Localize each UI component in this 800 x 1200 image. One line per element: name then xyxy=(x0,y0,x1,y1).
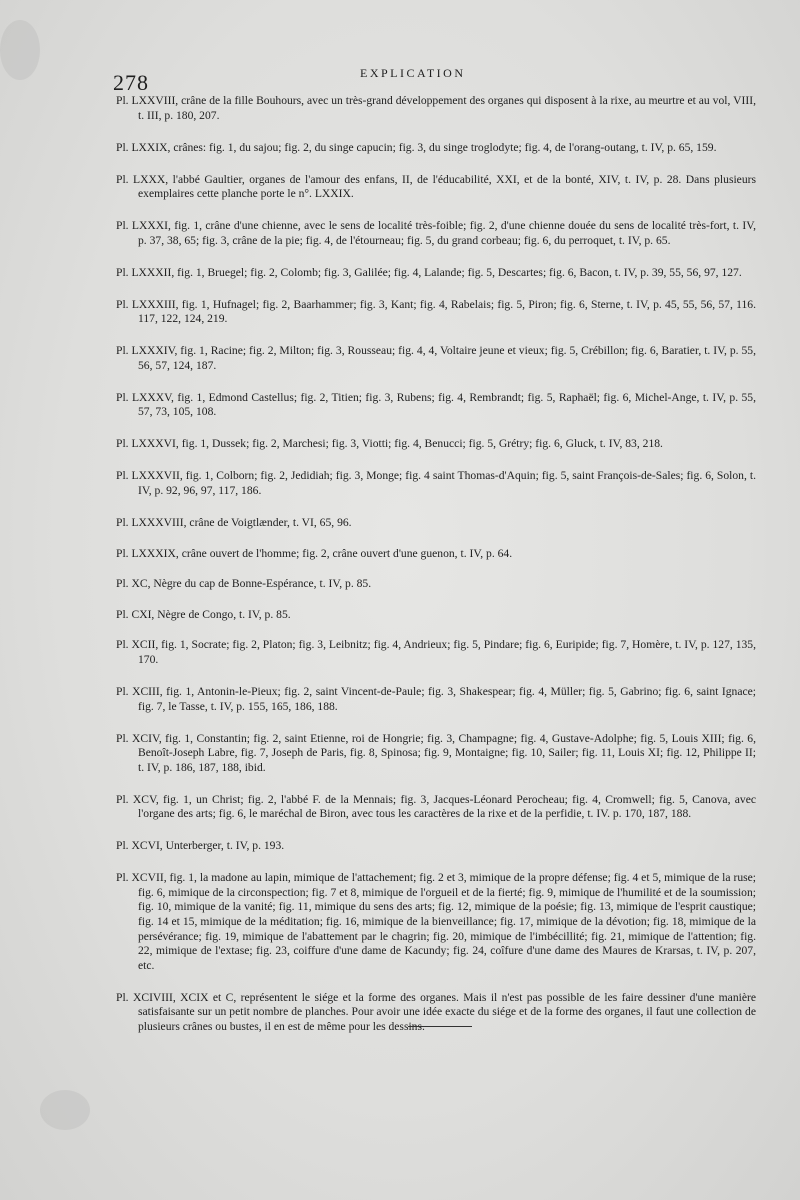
plate-entry: Pl. LXXXIX, crâne ouvert de l'homme; fig. 2, crâne ouvert d'une guenon, t. IV, p. 64. xyxy=(116,546,513,560)
page-number: 278 xyxy=(113,70,149,95)
plate-entry: Pl. LXXXI, fig. 1, crâne d'une chienne, avec le sens de localité très-foible; fig. 2, d'une chienne douée du sens de localité très-fort, t. IV, p. 37, 38, 65; fig. 3, crâne de la pie; fig. 4, de l'étourneau; fig. 5, du grand corbeau; fig. 6, du perroquet, t. IV, p. 65. xyxy=(116,219,756,247)
plate-entry: Pl. LXXXVII, fig. 1, Colborn; fig. 2, Jedidiah; fig. 3, Monge; fig. 4 saint Thomas-d'Aquin; fig. 5, saint François-de-Sales; fig. 6, Solon, t. IV, p. 92, 96, 97, 117, 186. xyxy=(116,469,756,498)
paper-stain xyxy=(40,1090,90,1130)
plate-list xyxy=(116,94,756,1052)
plate-entry: Pl. XCIV, fig. 1, Constantin; fig. 2, saint Etienne, roi de Hongrie; fig. 3, Champagne; fig. 4, Gustave-Adolphe; fig. 5, Louis XIII; fig. 6, Benoît-Joseph Labre, fig. 7, Joseph de Paris, fig. 8, Spinosa; fig. 9, Montaigne; fig. 10, Sailer; fig. 11, Louis XI; fig. 12, Philippe II; t. IV, p. 186, 187, 188, ibid. xyxy=(116,731,756,774)
paper-stain xyxy=(0,20,40,80)
plate-entry: Pl. XC, Nègre du cap de Bonne-Espérance, t. IV, p. 85. xyxy=(116,577,372,591)
plate-entry: Pl. XCVI, Unterberger, t. IV, p. 193. xyxy=(116,839,285,853)
plate-entry: Pl. LXXXII, fig. 1, Bruegel; fig. 2, Colomb; fig. 3, Galilée; fig. 4, Lalande; fig. 5, Descartes; fig. 6, Bacon, t. IV, p. 39, 55, 56, 97, 127. xyxy=(116,265,742,279)
plate-entry: Pl. LXXIX, crânes: fig. 1, du sajou; fig. 2, du singe capucin; fig. 3, du singe troglodyte; fig. 4, de l'orang-outang, t. IV, p. 65, 159. xyxy=(116,140,717,154)
plate-entry: Pl. XCII, fig. 1, Socrate; fig. 2, Platon; fig. 3, Leibnitz; fig. 4, Andrieux; fig. 5, Pindare; fig. 6, Euripide; fig. 7, Homère, t. IV, p. 127, 135, 170. xyxy=(116,638,756,666)
plate-entry: Pl. LXXXV, fig. 1, Edmond Castellus; fig. 2, Titien; fig. 3, Rubens; fig. 4, Rembrandt; fig. 5, Raphaël; fig. 6, Michel-Ange, t. IV, p. 55, 57, 73, 105, 108. xyxy=(116,390,756,419)
plate-entry: Pl. LXXXVIII, crâne de Voigtlænder, t. VI, 65, 96. xyxy=(116,516,352,529)
plate-entry: Pl. LXXXVI, fig. 1, Dussek; fig. 2, Marchesi; fig. 3, Viotti; fig. 4, Benucci; fig. 5, Grétry; fig. 6, Gluck, t. IV, 83, 218. xyxy=(116,437,663,451)
plate-entry: Pl. CXI, Nègre de Congo, t. IV, p. 85. xyxy=(116,607,291,621)
plate-entry: Pl. XCV, fig. 1, un Christ; fig. 2, l'abbé F. de la Mennais; fig. 3, Jacques-Léonard Perocheau; fig. 4, Cromwell; fig. 5, Canova, avec l'organe des arts; fig. 6, le maréchal de Biron, avec tous les caractères de la rixe et de la perfidie, t. IV. p. 170, 187, 188. xyxy=(116,792,756,821)
plate-entry: Pl. LXXXIV, fig. 1, Racine; fig. 2, Milton; fig. 3, Rousseau; fig. 4, 4, Voltaire jeune et vieux; fig. 5, Crébillon; fig. 6, Baratier, t. IV, p. 55, 56, 57, 124, 187. xyxy=(116,344,756,372)
plate-entry: Pl. LXXVIII, crâne de la fille Bouhours, avec un très-grand développement des organes qui disposent à la rixe, au meurtre et au vol, VIII, t. III, p. 180, 207. xyxy=(116,94,756,122)
closing-rule xyxy=(408,1026,472,1027)
plate-entry: Pl. XCVII, fig. 1, la madone au lapin, mimique de l'attachement; fig. 2 et 3, mimique de la propre défense; fig. 4 et 5, mimique de la ruse; fig. 6, mimique de la circonspection; fig. 7 et 8, mimique de l'orgueil et de la fierté; fig. 9, mimique de l'humilité et de la soumission; fig. 10, mimique de la vanité; fig. 11, mimique du sens des arts; fig. 12, mimique de la poésie; fig. 13, mimique de l'esprit caustique; fig. 14 et 15, mimique de la méditation; fig. 16, mimique de la bienveillance; fig. 17, mimique de la dévotion; fig. 18, mimique de la persévérance; fig. 19, mimique de l'abattement par le chagrin; fig. 20, mimique de l'imbécillité; fig. 21, mimique de l'attention; fig. 22, mimique de l'extase; fig. 23, coiffure d'une dame de Kacundy; fig. 24, coîfure d'une dame des Maures de Krarsas, t. IV, p. 207, etc. xyxy=(116,871,756,972)
plate-entry: Pl. LXXXIII, fig. 1, Hufnagel; fig. 2, Baarhammer; fig. 3, Kant; fig. 4, Rabelais; fig. 5, Piron; fig. 6, Sterne, t. IV, p. 45, 55, 56, 57, 116. 117, 122, 124, 219. xyxy=(116,297,756,326)
running-title: EXPLICATION xyxy=(360,66,466,80)
plate-entry: Pl. XCIII, fig. 1, Antonin-le-Pieux; fig. 2, saint Vincent-de-Paule; fig. 3, Shakespear; fig. 4, Müller; fig. 5, Gabrino; fig. 6, saint Ignace; fig. 7, le Tasse, t. IV, p. 155, 165, 186, 188. xyxy=(116,684,756,713)
plate-entry: Pl. LXXX, l'abbé Gaultier, organes de l'amour des enfans, II, de l'éducabilité, XXI, et de la bonté, XIV, t. IV, p. 28. Dans plusieurs exemplaires cette planche porte le n°. LXXIX. xyxy=(116,172,756,201)
plate-entry: Pl. XCIVIII, XCIX et C, représentent le siége et la forme des organes. Mais il n'est pas possible de les faire dessiner d'une manière satisfaisante sur un petit nombre de planches. Pour avoir une idée exacte du siége et de la forme des organes, il faut une collection de plusieurs crânes ou bustes, il en est de même pour les dessins. xyxy=(116,990,756,1033)
